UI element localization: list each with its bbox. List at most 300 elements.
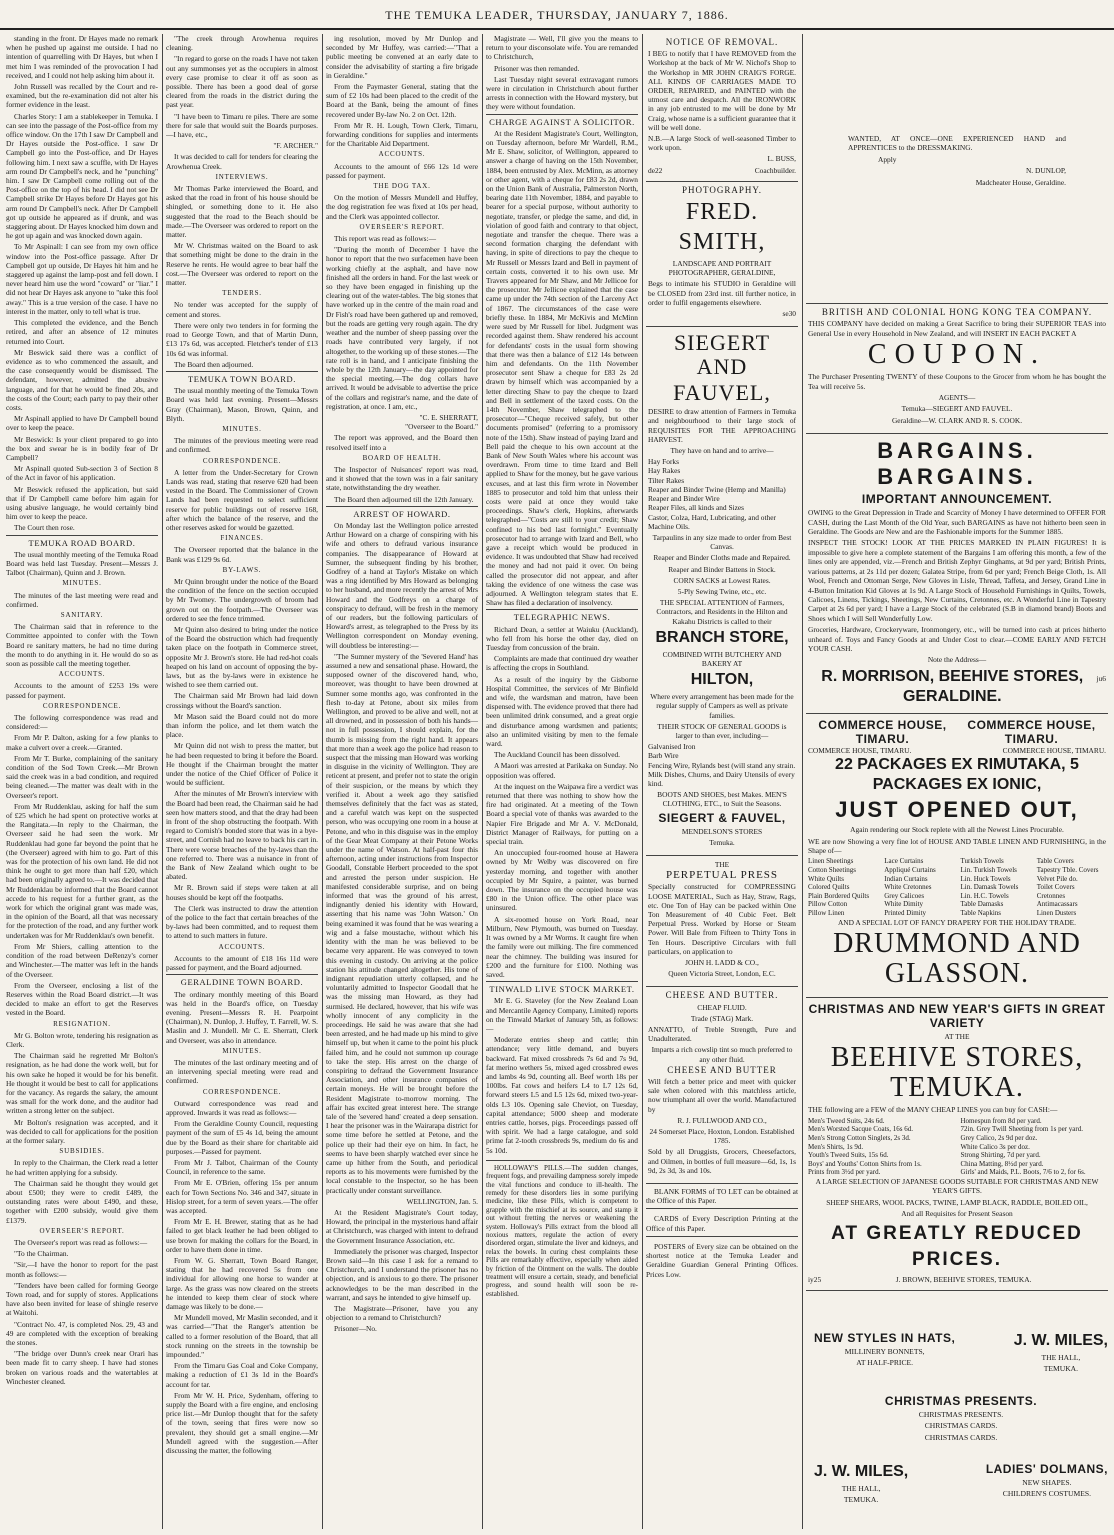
paragraph: Richard Dean, a settler at Waiuku (Auckland), who fell from his horse the other day, died on Tuesday from concussion of the brain. — [486, 624, 638, 652]
paragraph: The Chairman said he thought they would get about £500; they were to credit £489, the outstanding rates were about £490, and these, together with £200 subsidy, would give them £1379. — [6, 1178, 158, 1225]
photo-body: Begs to intimate his STUDIO in Geraldine will be CLOSED from 23rd inst. till further notice, in order to fulfil engagements elsewhere. — [648, 279, 796, 307]
paragraph: From Mr R. H. Lough, Town Clerk, Timaru, forwarding conditions for supplies and interments for the Charitable Aid Department. — [326, 120, 478, 149]
removal-notice — [646, 34, 798, 182]
masthead-rule — [0, 28, 1114, 30]
paragraph: Mr Mason said the Board could not do more than inform the police, and let them watch the place. — [166, 711, 318, 740]
photo-sub: LANDSCAPE AND PORTRAIT PHOTOGRAPHER, GERALDINE, — [668, 259, 776, 278]
sf2-name: SIEGERT & FAUVEL, — [658, 810, 786, 825]
column-4 — [486, 34, 638, 1529]
paragraph: Immediately the prisoner was charged, Inspector Brown said—In this case I ask for a remand to Christchurch, and I understand the prisoner has no objection, and is anxious to go there. The prisoner acknowledges to be the man described in the warrant, and says he intended to give himself up. — [326, 1246, 478, 1302]
linen-list-item: Appliqué Curtains — [884, 865, 936, 874]
paragraph: This completed the evidence, and the Bench retired, and after an absence of 12 minutes returned into Court. — [6, 318, 158, 346]
section-subheading: CORRESPONDENCE. — [42, 701, 122, 710]
linen-list-item: Grey Calicoes — [884, 891, 925, 900]
reduced-prices: AT GREATLY REDUCED PRICES. — [831, 1222, 1083, 1270]
paragraph: There were only two tenders in for forming the road to George Town, and that of Martin Dunn, £13 17s 6d, was accepted. Fletcher's tender of £13 10s 6d was informal. — [166, 320, 318, 358]
paragraph: In reply to the Chairman, the Clerk read a letter he had written applying for a subsidy. — [6, 1158, 158, 1177]
section-subheading: RESIGNATION. — [53, 1019, 111, 1028]
wanted-name: N. DUNLOP, — [1025, 166, 1066, 176]
column-3 — [326, 34, 478, 1529]
paragraph: Magistrate — Well, I'll give you the means to return to your disconsolate wife. You are remanded to Christchurch, — [486, 34, 638, 62]
paragraph: "Contract No. 47, is completed Nos. 29, 43 and 49 are completed with the exception of breaking the stones. — [6, 1319, 158, 1348]
section-subheading: ACCOUNTS. — [58, 670, 106, 679]
bargains-advert — [806, 434, 1108, 714]
linen-list-item: Colored Quilts — [808, 883, 850, 892]
paragraph: Mr E. G. Staveley (for the New Zealand Loan and Mercantile Agency Company, Limited) reports on the Tinwald Market of January 5th, as follows:— — [486, 996, 638, 1033]
paragraph: From the Overseer, enclosing a list of the Reserves within the Road Board district.—It was decided to make an effort to get the Reserves vested in the Board. — [6, 980, 158, 1018]
paragraph: "In regard to gorse on the roads I have not taken out any summonses yet as the occupiers in almost every case promise to clear it off as soon as possible. There has been a good deal of gorse cleared from the roads in the district during the past year. — [166, 54, 318, 110]
paragraph: It was decided to call for tenders for clearing the Arowhenua Creek. — [166, 152, 318, 171]
paragraph: Mr Beswick refused the application, but said that if Dr Campbell came before him again for using abusive language, he would certainly bind him over to keep the peace. — [6, 484, 158, 522]
sf2-town: Temuka. — [709, 837, 735, 847]
cheese-body: Will fetch a better price and meet with quicker sale when colored with this matchless article, now triumphant all over the world. Manufactured by — [648, 1077, 796, 1114]
paragraph: At the Resident Magistrate's Court today, Howard, the principal in the mysterious hand affair at Christchurch, was charged with intent to defraud the Government Insurance Association, etc. — [326, 1207, 478, 1245]
article-heading: GERALDINE TOWN BOARD. — [166, 974, 318, 987]
maker-sold: Sold by all Druggists, Grocers, Cheesefactors, and Oilmen, in bottles of full measure—6d, 1s, 1s 9d, 2s 3d, 3s and 10s. — [648, 1147, 796, 1175]
linen-list-item: White Dimity — [884, 900, 923, 909]
section-subheading: THE DOG TAX. — [373, 182, 431, 191]
linen-list-item: Table Damasks — [960, 900, 1004, 909]
linen-list-item: Lin. Damask Towels — [960, 883, 1019, 892]
the-hall: THE HALL, — [1041, 1352, 1081, 1362]
fancy-drapery: AND A SPECIAL LOT OF FANCY DRAPERY FOR THE HOLIDAY TRADE. — [837, 917, 1077, 927]
paragraph: Mr Beswick said there was a conflict of evidence as to who commenced the assault, and the case consequently would be dismissed. The defendant, however, admitted the abusive language, and for that he would be fined 20s, and the costs of the Court; each party to pay their other costs. — [6, 347, 158, 412]
branch-sub: COMBINED WITH BUTCHERY AND BAKERY AT — [662, 649, 782, 668]
article-heading: TELEGRAPHIC NEWS. — [486, 609, 638, 622]
perpetual-press-advert — [646, 856, 798, 987]
linen-list — [808, 857, 1106, 917]
paragraph: Mr Bolton's resignation was accepted, and it was decided to call for applications for the position at the former salary. — [6, 1117, 158, 1145]
christmas-gifts: CHRISTMAS AND NEW YEAR'S GIFTS IN GREAT VARIETY — [808, 1001, 1106, 1030]
stock-list: Galvanised Iron Barb Wire Fencing Wire, Rylands best (will stand any strain. Milk Dishes, Churns, and Dairy Utensils of every kind. — [648, 742, 796, 788]
paragraph: Complaints are made that continued dry weather is affecting the crops in Southland. — [486, 654, 638, 673]
linen-list-item: Cotton Sheetings — [808, 865, 857, 874]
paragraph: "Sir,—I have the honor to report for the past month as follows:— — [6, 1260, 158, 1279]
temuka: TEMUKA. — [1043, 1364, 1079, 1374]
paragraph: "During the month of December I have the honor to report that the two surfacemen have been working chiefly at the asphalt, and have now finished all the orders in hand. For the last week or so they have been engaged in finishing up the clearing out of the water-tables. The big stones that have worked up in the centre of the main road and Dr Fish's road have been gathered up and removed, but the roads are getting very rough again. The dry weather and the number of sheep passing over the roads have contributed very largely, if not altogether, to the working up of these stones.—The rate roll is in hand, and I anticipate finishing the whole by the 12th January—the day appointed for the special meeting.—The dog collars have arrived. It would be advisable to advertise the price of the collars and registrar's name, and the date of registration, at once. I am, etc., — [326, 245, 478, 411]
paragraph: John Russell was recalled by the Court and re-examined, but the re-examination did not alter his former evidence in the least. — [6, 82, 158, 110]
commerce-house-left: COMMERCE HOUSE, TIMARU. — [818, 717, 947, 746]
section-subheading: ACCOUNTS. — [218, 942, 266, 951]
agents-geraldine: Geraldine—W. CLARK AND R. S. COOK. — [891, 415, 1023, 425]
miles-name: J. W. MILES, — [1013, 1331, 1108, 1349]
paragraph: The Magistrate—Prisoner, have you any objection to a remand to Christchurch? — [326, 1304, 478, 1323]
cheap-line-item: White Calico 3s per doz. — [960, 1142, 1030, 1151]
section-subheading: OVERSEER'S REPORT. — [359, 222, 445, 231]
miles-advert-bottom — [806, 1452, 1108, 1517]
cards-2: CHRISTMAS CARDS. — [924, 1432, 998, 1442]
section-subheading: SUBSIDIES. — [59, 1147, 105, 1156]
paragraph: The usual monthly meeting of the Temuka Road Board was held last Tuesday. Present—Messrs J. Talbot (Chairman), Quinn and J. Brown. — [6, 549, 158, 578]
paragraph: The Auckland Council has been dissolved. — [494, 750, 621, 760]
groceries: Groceries, Hardware, Crockeryware, Ironmongery, etc., will be turned into cash at prices hitherto unheard of. Toys and Fancy Goods at and Under Cost to clear.—COME EARLY AND FETCH YOUR CASH. — [808, 625, 1106, 653]
maker-address: 24 Somerset Place, Hoxton, London. Established 1785. — [649, 1127, 795, 1146]
paragraph: The Overseer's report was read as follows:— — [14, 1237, 148, 1247]
cheese-butter-advert — [646, 987, 798, 1184]
annatto: ANNATTO, of Treble Strength, Pure and Unadulterated. — [648, 1025, 796, 1044]
cheap-line-item: Men's Tweed Suits, 24s 6d. — [808, 1116, 885, 1125]
paragraph: The Chairman said Mr Brown had laid down crossings without the Board's sanction. — [166, 691, 318, 710]
paragraph: The minutes of the last meeting were read and confirmed. — [6, 590, 158, 609]
article-heading: CHARGE AGAINST A SOLICITOR. — [486, 114, 638, 127]
paragraph: The minutes of the last ordinary meeting and of an intervening special meeting were read and confirmed. — [166, 1057, 318, 1086]
cheap-line-item: 72in. Grey Twill Sheeting from 1s per yard. — [960, 1125, 1083, 1134]
removal-code: de22 — [648, 165, 663, 175]
sf-cloths: Reaper and Binder Cloths made and Repaired. — [653, 553, 791, 563]
paragraph: Mr W. Christmas waited on the Board to ask that something might be done to the drain in the Reserve he rents. He would agree to bear half the cost.—The Overseer was ordered to report on the matter. — [166, 241, 318, 288]
paragraph: After the minutes of Mr Brown's interview with the Board had been read, the Chairman said he had seen how matters stood, and that the dray had been in front of the shop obstructing the footpath. With regard to Cornish's bonded store that was in a bye-street, and Cornish had no leave to back his cart in. There were worse breaches of the by-laws than the one referred to. There was a nuisance in front of the Bank of New Zealand which ought to be abated. — [166, 789, 318, 882]
column-divider — [642, 34, 643, 1529]
paragraph: Accounts to the amount of £18 16s 11d were passed for payment, and the Board adjourned. — [166, 953, 318, 973]
paragraph: From Mr P. Dalton, asking for a few planks to make a culvert over a creek.—Granted. — [6, 733, 158, 752]
paragraph: Mr Beswick: Is your client prepared to go into the box and swear he is in bodily fear of Dr Campbell? — [6, 434, 158, 462]
section-subheading: BY-LAWS. — [222, 565, 262, 574]
section-subheading: BOARD OF HEALTH. — [362, 453, 442, 462]
cheap-line-item: Boys' and Youths' Cotton Shirts from 1s. — [808, 1159, 922, 1168]
section-subheading: MINUTES. — [222, 424, 262, 433]
sf2-sub: MENDELSON'S STORES — [681, 826, 763, 836]
paragraph: Charles Story: I am a stablekeeper in Temuka. I can see into the passage of the Post-office from my office window. On the 17th I saw Dr Campbell and Dr Hayes outside the Post-office. I saw Dr Campbell go into the Post-office, and Dr Hayes following him. I next saw a scuffle, with Dr Hayes arm round Dr Campbell's neck, and he "punching" him. I saw Dr Campbell come rolling out of the Post-office on the top of his head. I did not see Dr Campbell strike Dr Hayes before Dr Hayes got his arm round Dr Campbell's neck. After Dr Campbell got up outside he appeared as if drunk, and was staggering about. Dr Hayes knocked him down and he got up again and was knocked down again. — [6, 111, 158, 241]
tea-body: THIS COMPANY have decided on making a Great Sacrifice to bring their SUPERIOR TEAS into General Use in every Household in New Zealand, and will INSERT IN EACH PACKET A — [808, 319, 1106, 338]
paragraph: No tender was accepted for the supply of cement and stores. — [166, 300, 318, 319]
trade-mark: Trade (STAG) Mark. — [690, 1013, 754, 1023]
section-subheading: ACCOUNTS. — [378, 150, 426, 159]
commerce-house-small-right: COMMERCE HOUSE, TIMARU. — [1002, 745, 1106, 755]
paragraph: The Chairman said that in reference to the Committee appointed to confer with the Town Board re sanitary matters, he had no time during the month to do anything in it. He would do so as soon as possible call the meeting together. — [6, 622, 158, 668]
cheese-heading-2: CHEESE AND BUTTER — [667, 1064, 777, 1075]
removal-title: NOTICE OF REMOVAL. — [665, 37, 779, 47]
paragraph: The ordinary monthly meeting of this Board was held in the Board's office, on Tuesday evening. Present—Messrs R. H. Pearpoint (Chairman), N. Dunlop, J. Huffey, T. Farrell, W. S. Maslin and J. Mundell. Mr C. E. Sherratt, Clerk and Overseer, was also in attendance. — [166, 989, 318, 1045]
paragraph: An unoccupied four-roomed house at Hawera owned by Mr Welby was discovered on fire yesterday morning, and together with another occupied by Mr Squire, a painter, was burned down. The insurance on the occupied house was £80 in the Union office. The other place was uninsured. — [486, 848, 638, 913]
hilton-body: Where every arrangement has been made for the regular supply of Campers as well as private families. — [650, 692, 794, 720]
column-6-adverts — [806, 34, 1108, 1529]
removal-trade: Coachbuilder. — [754, 165, 796, 175]
linen-list-item: Indian Curtains — [884, 874, 928, 883]
commerce-house-advert — [806, 714, 1108, 998]
packages-line: 22 PACKAGES EX RIMUTAKA, 5 PACKAGES EX IONIC, — [835, 756, 1079, 794]
paragraph: Last Tuesday night several extravagant rumors were in circulation in Christchurch about further arrests in connection with the Howard mystery, but they were without foundation. — [486, 74, 638, 112]
linen-list-item: Plain Bordered Quilts — [808, 891, 870, 900]
linen-list-item: Printed Dimity — [884, 908, 927, 917]
masthead: THE TEMUKA LEADER, THURSDAY, JANUARY 7, 1886. — [385, 8, 729, 22]
linen-list-item: Antimacassars — [1036, 900, 1078, 909]
press-body: Specially constructed for COMPRESSING LOOSE MATERIAL, Such as Hay, Straw, Rags, etc. One Ton of Hay can be packed within One Ton Measurement of 40 Cubic Feet. Belt Perpetual Press. Worked by Horse or Steam Power. Will Bale from Fifteen to Thirty Tons in Ten Hours. Descriptive Circulars with full particulars, on application to — [648, 882, 796, 956]
section-subheading: TENDERS. — [222, 289, 262, 298]
sf-list: Hay Forks Hay Rakes Tilter Rakes Reaper and Binder Twine (Hemp and Manilla) Reaper and Binder Wire Reaper Files, all kinds and Sizes Castor, Colza, Hard, Lubricating, and other Machine Oils. — [648, 457, 786, 531]
paragraph: Mr Mundell moved, Mr Maslin seconded, and it was carried—"That the Ranger's attention be called to a former resolution of the Board, that all stock running on the streets in the township be impounded." — [166, 1313, 318, 1360]
paragraph: The following correspondence was read and considered:— — [6, 713, 158, 732]
coupon-title: COUPON. — [867, 339, 1047, 371]
cards-1: CHRISTMAS CARDS. — [924, 1421, 998, 1431]
bonnets: MILLINERY BONNETS, — [844, 1346, 925, 1356]
sf-tarpaulins: Tarpaulins in any size made to order from Best Canvas. — [652, 532, 792, 552]
dateline: WELLINGTON, Jan. 5. — [406, 1196, 478, 1206]
paragraph: From Mr E. H. Brewer, stating that as he had failed to get black leather he had been obliged to use brown for making the collars for the Board, in order to have them done in time. — [166, 1217, 318, 1254]
paragraph: Mr Quinn did not wish to press the matter, but he had been requested to bring it before the Board. He thought if the Chairman brought the matter under the notice of the Chief Officer of Police it would be sufficient. — [166, 741, 318, 788]
dressmaking-advert — [806, 34, 1108, 304]
press-title: PERPETUAL PRESS — [665, 869, 779, 882]
linen-list-item: Pillow Cotton — [808, 900, 848, 909]
cheese-sub: CHEAP FLUID. — [697, 1002, 747, 1012]
column-divider — [162, 34, 163, 1529]
paragraph: From Mr T. Burke, complaining of the sanitary condition of the Sod Town Creek.—Mr Brown said the creek was in a bad condition, and required being cleaned.—The matter was dealt with in the Overseer's report. — [6, 753, 158, 800]
article-heading: TINWALD LIVE STOCK MARKET. — [486, 981, 638, 994]
paragraph: Outward correspondence was read and approved. Inwards it was read as follows:— — [166, 1098, 318, 1117]
signature: "F. ARCHER." — [273, 141, 318, 151]
linen-list-item: Lace Curtains — [884, 857, 924, 866]
paragraph: The Inspector of Nuisances' report was read, and it showed that the town was in a fair sanitary state, notwithstanding the dry weather. — [326, 464, 478, 493]
press-agent: JOHN H. LADD & CO., — [685, 958, 759, 968]
paragraph: The report was approved, and the Board then resolved itself into a — [326, 433, 478, 452]
presents-2: CHRISTMAS PRESENTS. — [918, 1409, 1004, 1419]
paragraph: Prisoner was then remanded. — [494, 63, 580, 73]
section-subheading: INTERVIEWS. — [215, 172, 269, 181]
beehive-stores-advert — [806, 998, 1108, 1291]
column-divider — [322, 34, 323, 1529]
bargains-body: OWING to the Great Depression in Trade and Scarcity of Money I have determined to OFFER FOR CASH, during the Last Month of the Old Year, such BARGAINS as have not hitherto been seen in Geraldine. The Goods are New and are the Fashionable imports for the Summer 1885. — [808, 508, 1106, 537]
new-shapes: NEW SHAPES. — [1022, 1477, 1072, 1487]
cheap-lines-intro: THE following are a FEW of the MANY CHEAP LINES you can buy for CASH:— — [808, 1105, 1058, 1115]
photo-name: FRED. SMITH, — [678, 199, 766, 256]
paragraph: Mr Thomas Parke interviewed the Board, and asked that the road in front of his house should be shingled, or something done to it. He also suggested that the road to the Beach should be made.—The Overseer was ordered to report on the matter. — [166, 184, 318, 240]
costumes: CHILDREN'S COSTUMES. — [1002, 1489, 1092, 1499]
paragraph: The usual monthly meeting of the Temuka Town Board was held last evening. Present—Messrs Gray (Chairman), Mason, Brown, Quinn, and Blyth. — [166, 386, 318, 423]
paragraph: "The Sumner mystery of the 'Severed Hand' has assumed a new and sensational phase. Howard, the supposed owner of the discovered hand, who, moreover, was thought to have been drowned at Sumner some months ago, was confronted in the flesh to-day at Petone, about six miles from Wellington, and proved to be alive and well, not at all drowned, and in possession of both his hands—not in full possession, I should explain, for the thumb is missing from the right hand. It appears that more than a week ago the police had reason to suspect that the missing man Howard was working in disguise in the vicinity of Wellington. They are reticent at present, and prefer not to state the origin of their suspicion, or the means by which they verified it. About a week ago they satisfied themselves definitely that the fact was as stated, and a careful watch was kept on the suspected person, who was occupying one room in a house at Petone, and who in this disguise was in the employ of the Gear Meat Company at their Petone Works under the name of Watson. At half-past four this afternoon, acting under instructions from Inspector Goodall, Constable Herbert proceeded to the spot and arrested the person under suspicion. He manifested considerable surprise, and on being informed that was the ground of his arrest, indignantly denied his identity with Howard, asserting that his name was 'John Watson.' On being examined it was found that he was wearing a wig and a false moustache, without which his identity with the man he was believed to be became very apparent. He was conveyed to town this evening in custody. On arriving at the police station his attitude changed altogether. His tone of indignant repudiation utterly collapsed, and he voluntarily admitted to Inspector Goodall that he was the missing man Howard, as they had surmised. He declared, however, that his wife was wholly innocent of any complicity in the proceedings. He said he was aware that she had been arrested, and he had made up his mind to give himself up, but when it came to the point his pluck failed him, and he could not summon up courage to take the step. His arrest on the charge of conspiring to defraud the Government Insurance Association, and other insurance companies of certain moneys. He will be brought before the Resident Magistrate to-morrow morning. The affair has excited great interest here. The strange tale of the 'severed hand' created a deep sensation. I hear the prisoner was in the Wairarapa district for some time before he settled at Petone, and the police up their had their eye on him. In fact, he seems to have been sharply watched ever since he came up hither from the South, and periodical reports as to his movements were furnished by the local constable to the Inspector, so he has been practically under constant surveillance. — [326, 651, 478, 1195]
paragraph: "To the Chairman. — [14, 1249, 69, 1259]
christmas-presents — [806, 1386, 1108, 1452]
brown-code: iy25 — [808, 1274, 822, 1284]
wanted-apply: Apply — [878, 154, 897, 164]
wanted-body: WANTED, AT ONCE—ONE EXPERIENCED HAND and APPRENTICES to the DRESSMAKING. — [848, 134, 1066, 153]
paragraph: Accounts to the amount of £66 12s 1d were passed for payment. — [326, 161, 478, 180]
hilton: HILTON, — [690, 671, 754, 689]
presents-1: CHRISTMAS PRESENTS. — [884, 1393, 1038, 1408]
linen-list-item: Lin. H.C. Towels — [960, 891, 1009, 900]
paragraph: From the Paymaster General, stating that the sum of £2 10s had been placed to the credit of the Board at the Bank, being the amount of fines recovered under By-law No. 2 on Oct. 12th. — [326, 82, 478, 119]
special-attention: THE SPECIAL ATTENTION of Farmers, Contractors, and Residents in the Hilton and Kakahu Districts is called to their — [656, 598, 788, 626]
cheap-line-item: Grey Calico, 2s 9d per doz. — [960, 1133, 1038, 1142]
signature: "C. E. SHERRATT, "Overseer to the Board." — [405, 412, 478, 432]
photo-heading: PHOTOGRAPHY. — [682, 184, 762, 195]
paragraph: "The creek through Arowhenua requires cleaning. — [166, 34, 318, 53]
dolmans: LADIES' DOLMANS, — [985, 1461, 1108, 1476]
agents-temuka: Temuka—SIEGERT AND FAUVEL. — [901, 404, 1013, 414]
tea-company-advert — [806, 304, 1108, 434]
now-showing: WE are now Showing a very fine lot of HOUSE AND TABLE LINEN AND FURNISHING, in the Shape of— — [808, 836, 1106, 855]
cheap-line-item: China Matting, 8½d per yard. — [960, 1159, 1044, 1168]
paragraph: From Mr E. O'Brien, offering 15s per annum each for Town Sections No. 346 and 347, situate in Hislop street, for a term of seven years.—The offer was accepted. — [166, 1178, 318, 1215]
article-heading: TEMUKA TOWN BOARD. — [166, 371, 318, 384]
paragraph: standing in the front. Dr Hayes made no remark when he pushed up against me outside. I had no intention of quarrelling with Dr Hayes, but when I met him I was reminded of the provocation I had received, and I could not help asking him about it. — [6, 34, 158, 80]
paragraph: At the Resident Magistrate's Court, Wellington, on Tuesday afternoon, before Mr Wardell, R.M., Mr E. Shaw, solicitor, of Wellington, appeared to answer a charge of having on the 15th November, 1884, been entrusted by Alex. McMinn, as attorney or other agent, with a cheque for £83 2s 2d, drawn on the Union Bank of Australia, Palmerston North, bearing date 11th November, 1884, and payable to bearer for a special purpose, without authority to negotiate, transfer, or pledge the same, and did, in violation of good faith and contrary to that object, negotiate and transfer the cheque. There was a second formation charging the defendant with having, in spite of directions to pay the cheque to Mr Russell or Messrs Izard and Bell in payment of certain costs, converted it to his own use. Mr Travers appeared for Mr Shaw, and Mr Jellicoe for the prosecutor. Mr Jellicoe explained that the case came up under the 74th section of the Larceny Act of 1867. The circumstances of the case were briefly these. In 1884, Mr McKivis and McMinn were sued by Mr Russell for libel. Judgment was recorded against them. Shaw rendered his account for defendants' costs in the usual form showing that there was then a balance of £12 14s between him and defendants. On the 11th November prosecutor sent Shaw a cheque for £83 2s 2d drawn by himself which was accompanied by a letter directing Shaw to pay the cheque to Izard and Bell in settlement of the taxed costs. On the 14th November, Shaw telegraphed to the prosecutor—"Cheque received safely, but other documents promised" (referring to a promissory note of the 15th). Shaw instead of paying Izard and Bell paid the cheque to his own account at the Bank of New South Wales where his account was overdrawn. From time to time Izard and Bell applied to Shaw for the money, but he gave various excuses, and at last this firm wrote in November 1885 to prosecutor and told him that unless their costs were paid at once they would take proceedings. Shaw's clerk, Hopkins, afterwards telegraphed—"Costs are still to your credit; Shaw confined to his bed last fortnight." Eventually prosecutor had to arrange with Izard and Bell, who gave a receipt which would be produced in evidence. It was undoubted that Shaw had received the money and had not paid it over. On being called the prosecutor did not appear, and after taking the evidence of one witness the case was adjourned. A Wellington telegram states that E. Shaw has filed a declaration of insolvency. — [486, 128, 638, 608]
section-subheading: CORRESPONDENCE. — [202, 1087, 282, 1096]
linen-list-item: Linen Dusters — [1036, 908, 1077, 917]
linen-list-item: Velvet Pile do. — [1036, 874, 1078, 883]
cheap-line-item: Homespun from 8d per yard. — [960, 1116, 1042, 1125]
paragraph: This report was read as follows:— — [334, 234, 437, 244]
removal-body: I BEG to notify that I have REMOVED from the Workshop at the back of Mr W. Nichol's Shop to the Workshop in MR JOHN CRAIG'S FORGE. ALL KINDS OF CARRIAGES MADE TO ORDER, REPAIRED, and PAINTED with the utmost care and despatch. All the IRONWORK in any job entrusted to me will be done by Mr Craig, whose name is a sufficient guarantee that it will be well done. — [648, 49, 796, 132]
brown-beehive: J. BROWN, BEEHIVE STORES, TEMUKA. — [895, 1274, 1032, 1284]
cheap-lines-list — [808, 1117, 1106, 1177]
maker: R. J. FULLWOOD AND CO., — [677, 1115, 767, 1125]
beehive-stores: BEEHIVE STORES, TEMUKA. — [830, 1042, 1084, 1104]
siegert-fauvel-advert — [646, 327, 798, 856]
inspect-stock: INSPECT THE STOCK! LOOK AT THE PRICES MARKED IN PLAIN FIGURES! It is impossible to give here a complete statement of the Bargains I am offering this month, a few of the lines only are appended, viz.—French and British Zephyr Ginghams, at 9d per yard; British Prints, various patterns, at 2s 11d per dozen; Galatea Stripe, from 6d per yard; French Beige Cloth, 1s. All Wool, French and Ottoman Serge, New Gloves in Lisle, Thread, Taffeta, and Jersey, Grand Line in 4-Button Imitation Kid Gloves at 1s 9d. A Large Stock of Household Furnishings in Quilts, Towels, Calicoes, Linens, Tickings, Sheetings, New Curtains, Cretonnes, etc. A Wonderful Line in Tapestry Carpet at 2s 6d per yard; I have a Large Stock of the celebrated (S.B in diamond brand) Boots and Shoes which I will Sell Wonderfully Low. — [808, 538, 1106, 623]
paragraph: On the motion of Messrs Mundell and Huffey, the dog registration fee was fixed at 10s per head, and the Clerk was appointed collector. — [326, 193, 478, 221]
paragraph: At the inquest on the Waipawa fire a verdict was returned that there was nothing to show how the fire had originated. At a meeting of the Town Board a special vote of thanks was awarded to the Napier Fire Brigade and Mr A. V. McDonald, District Manager of Railways, for putting on a special train. — [486, 781, 638, 847]
paragraph: From Mr W. H. Price, Sydenham, offering to supply the Board with a fire engine, and enclosing price list.—Mr Dunlop thought that for the safety of the town, seeing that fires were now so prevalent, they should get a small engine.—Mr Mundell agreed with the suggestion.—After discussing the matter, the following — [166, 1390, 318, 1456]
linen-list-item: Linen Sheetings — [808, 857, 854, 866]
sheep-shears: SHEEP SHEARS, WOOL PACKS, TWINE, LAMP BLACK, RADDLE, BOILED OIL, — [826, 1197, 1088, 1207]
paragraph: The Board then adjourned till the 12th January. — [334, 494, 474, 504]
paragraph: The Board then adjourned. — [174, 359, 254, 369]
linen-list-item: Lin. Turkish Towels — [960, 865, 1017, 874]
sf-body: DESIRE to draw attention of Farmers in Temuka and neighbourhood to their large stock of REQUISITES FOR THE APPROACHING HARVEST. — [648, 407, 796, 444]
paragraph: Mr R. Brown said if steps were taken at all houses should be kept off the footpaths. — [166, 883, 318, 902]
agents-label: AGENTS— — [938, 393, 976, 403]
branch-store: BRANCH STORE, — [655, 628, 789, 646]
paragraph: Mr Quinn brought under the notice of the Board the condition of the fence on the section occupied by Mr Twomey. The undergrowth of broom had grown out on the footpath.—The Overseer was ordered to see the fence trimmed. — [166, 576, 318, 623]
paragraph: ing resolution, moved by Mr Dunlop and seconded by Mr Huffey, was carried:—"That a public meeting be convened at an early date to consider the advisability of starting a fire brigade in Geraldine." — [326, 34, 478, 80]
removal-nb: N.B.—A large Stock of well-seasoned Timber to work upon. — [648, 134, 796, 153]
paragraph: From the Timaru Gas Coal and Coke Company, making a reduction of £1 3s 1d in the Board's account for tar. — [166, 1361, 318, 1389]
photography-advert — [646, 182, 798, 327]
commerce-house-small-left: COMMERCE HOUSE, TIMARU. — [808, 745, 912, 755]
annatto-tint: Imparts a rich cowslip tint so much preferred to any other fluid. — [651, 1045, 793, 1064]
column-2 — [166, 34, 318, 1529]
corn-sacks: CORN SACKS at Lowest Rates. — [673, 575, 771, 585]
paragraph: From Mr Shiers, calling attention to the condition of the road between DeRenzy's corner and Winchester.—The matter was left in the hands of the Overseer. — [6, 941, 158, 979]
paragraph: Mr Aspinall quoted Sub-section 3 of Section 8 of the Act in favor of his application. — [6, 464, 158, 483]
linen-list-item: Cretonnes — [1036, 891, 1066, 900]
holloway-advert: HOLLOWAY'S PILLS.—The sudden changes, frequent fogs, and prevailing dampness sorely impede the vital functions and conduce to ill-health. The remedy for these disorders lies in some purifying medicine, like these Pills, which is competent to grapple with the mischief at its source, and stamp it out without fretting the nerves or weakening the system. Holloway's Pills extract from the blood all noxious matters, regulate the action of every disordered organ, stimulate the liver and kidneys, and relax the bowels. In curing chest complaints these Pills are remarkably effective, especially when aided by friction of the Ointment on the walls. The double treatment will ensure a certain, steady, and beneficial progress, and sound health will soon be re-established. — [486, 1160, 638, 1299]
cheese-heading: CHEESE AND BUTTER. — [665, 990, 779, 1001]
paragraph: The minutes of the previous meeting were read and confirmed. — [166, 436, 318, 455]
linen-list-item: White Cretonnes — [884, 883, 932, 892]
paragraph: Mr G. Bolton wrote, tendering his resignation as Clerk. — [6, 1030, 158, 1049]
miles-advert-top — [806, 1291, 1108, 1386]
linen-list-item: White Quilts — [808, 874, 844, 883]
section-subheading: MINUTES. — [62, 579, 102, 588]
cards-printing: CARDS of Every Description Printing at the Office of this Paper. — [646, 1211, 798, 1236]
section-subheading: OVERSEER'S REPORT. — [39, 1226, 125, 1235]
column-divider — [802, 34, 803, 1529]
linen-list-item: Lin. Huck Towels — [960, 874, 1011, 883]
column-divider — [482, 34, 483, 1529]
paragraph: "The bridge over Dunn's creek near Orari has been made fit to carry sheep. I have had stones broken on various roads and the watertables at Winchester cleaned. — [6, 1349, 158, 1386]
again-rendering: Again rendering our Stock replete with all the Newest Lines Procurable. — [850, 825, 1064, 835]
section-subheading: CORRESPONDENCE. — [202, 456, 282, 465]
temuka-2: TEMUKA. — [843, 1495, 879, 1505]
morrison-beehive: R. MORRISON, BEEHIVE STORES, GERALDINE. — [821, 667, 1084, 705]
paragraph: On Monday last the Wellington police arrested Arthur Howard on a charge of conspiring with his wife and others to defraud various insurance companies. The disappearance of Howard at Sumner, the subsequent finding by his brother, Godfrey of a hand at Taylor's Mistake on which was a ring identified by Mrs Howard as belonging to her husband, and more recently the arrest of Mrs Howard and the Godfreys on a charge of conspiracy to defraud, will be fresh in the memory of our readers, but the following particulars of Howard's arrest, as telegraphed to the Press by its Wellington correspondent on Monday evening, will doubtless be interesting:— — [326, 520, 478, 650]
linen-list-item: Turkish Towels — [960, 857, 1004, 866]
sheep-requisites: And all Requisites for Present Season — [901, 1209, 1013, 1219]
sf-list-intro: They have on hand and to arrive— — [670, 446, 774, 456]
paragraph: From the Geraldine County Council, requesting payment of the sum of £5 4s 1d, being the amount due by the Board as their share for charitable aid purposes.—Passed for payment. — [166, 1119, 318, 1156]
paragraph: A Maori was arrested at Parikaka on Sunday. No opposition was offered. — [486, 761, 638, 780]
paragraph: Moderate entries sheep and cattle; thin attendance; very little demand, and buyers backward. Fat mixed crossbreds 7s 6d and 7s 9d, fat merino wethers 5s, mixed aged crossbred ewes and lambs 4s 9d, counting all. Beef worth 18s per 100lbs. Fat cows and heifers L4 to L7 12s 6d, forward steers L5 and L5 12s 6d, mixed two-year-olds L3 10s. Opening sale Cheviot, on Tuesday, capital attendance; 5000 sheep and moderate entries cattle, horses, pigs. Proceedings passed off with spirit. We had a large catalogue, and sold prime fat 2-tooth crossbreds 9s, medium do 6s and 5s 10d. — [486, 1035, 638, 1155]
sf-name-2: FAUVEL, — [673, 380, 771, 406]
article-heading: ARREST OF HOWARD. — [326, 506, 478, 519]
column-5-adverts — [646, 34, 798, 1529]
section-subheading: MINUTES. — [222, 1046, 262, 1055]
the-hall-2: THE HALL, — [841, 1483, 881, 1493]
section-subheading: FINANCES. — [220, 534, 264, 543]
commerce-house-right: COMMERCE HOUSE, TIMARU. — [967, 717, 1096, 746]
drummond-glasson: DRUMMOND AND GLASSON. — [833, 927, 1081, 989]
linen-list-item: Tapestry Tble. Covers — [1036, 865, 1099, 874]
miles-name-2: J. W. MILES, — [814, 1462, 909, 1480]
paragraph: To Mr Aspinall: I can see from my own office window into the Post-office passage. After Dr Campbell got up outside, Dr Hayes hit him and he staggered up against the lamp-post and fell down. I never heard him use the word "coward" or "liar." I did not hear Dr Hayes ask anyone to "take this fool away." This is a true version of the case. I have no interest in the matter, only to tell what is true. — [6, 242, 158, 316]
paragraph: A letter from the Under-Secretary for Crown Lands was read, stating that reserve 620 had been vested in the Board. The Commissioner of Crown Lands had been requested to select sufficient reserve for public buildings out of reserve 168, after which the balance of the reserve, and the other reserves asked for would be gazetted. — [166, 467, 318, 532]
linen-list-item: Table Covers — [1036, 857, 1074, 866]
cheap-line-item: Youth's Tweed Suits, 15s 6d. — [808, 1151, 889, 1160]
posters-printing: POSTERS of Every size can be obtained on the shortest notice at the Temuka Leader and Geraldine Guardian General Printing Offices. Prices Low. — [646, 1241, 798, 1279]
blank-forms: BLANK FORMS of TO LET can be obtained at the Office of this Paper. — [646, 1184, 798, 1209]
paragraph: The Overseer reported that the balance in the Bank was £129 9s 6d. — [166, 545, 318, 564]
linen-list-item: Pillow Linen — [808, 908, 845, 917]
important-announcement: IMPORTANT ANNOUNCEMENT. — [861, 492, 1053, 507]
bargains-title: BARGAINS. BARGAINS. — [877, 438, 1037, 490]
cheap-line-item: Men's Worsted Sacque Coats, 16s 6d. — [808, 1125, 913, 1134]
linen-list-item: Toilet Covers — [1036, 883, 1075, 892]
cheap-line-item: Strong Shirting, 7d per yard. — [960, 1151, 1041, 1160]
paragraph: Prisoner—No. — [334, 1324, 377, 1334]
at-the: AT THE — [944, 1031, 970, 1041]
sf-battens: Reaper and Binder Battens in Stock. — [668, 564, 776, 574]
wanted-address: Madcheater House, Geraldine. — [975, 177, 1066, 187]
just-opened-out: JUST OPENED OUT, — [835, 797, 1079, 823]
stock-body: THEIR STOCK OF GENERAL GOODS is larger to than ever, including— — [657, 721, 787, 740]
paragraph: A six-roomed house on York Road, near Milburn, New Plymouth, was burned on Tuesday. It was owned by a Mr Worms. It caught fire when the family were out milking. The fire commenced near the chimney. The building was insured for £200 and the furniture for £100. Nothing was saved. — [486, 914, 638, 979]
boots-shoes: BOOTS AND SHOES, best Makes. MEN'S CLOTHING, ETC., to Suit the Seasons. — [657, 790, 787, 809]
paragraph: As a result of the inquiry by the Gisborne Hospital Committee, the services of Mr Binfield and wife, the wardsman and matron, have been dispensed with. The evidence proved that there had been unlimited drink consumed, and a great orgie and disturbance among wardsmen and patients; also an unlimited visiting by men to the female ward. — [486, 674, 638, 749]
paragraph: The Clerk was instructed to draw the attention of the police to the fact that certain breaches of the by-laws had been committed, and to request them to attend to such matters in future. — [166, 903, 318, 941]
paragraph: The Chairman said he regretted Mr Bolton's resignation, as he had done the work well, but for his own sake he hoped it would be for his benefit. He thought it would be best to call for applications for the vacancy. As regards the salary, the amount was small for the work done, and the auditor had written a strong letter on the subject. — [6, 1051, 158, 1116]
column-1 — [6, 34, 158, 1529]
sewing-twine: 5-Ply Sewing Twine, etc., etc. — [677, 586, 767, 596]
paragraph: "I have been to Timaru re piles. There are some there for sale that would suit the Boards purposes.—I have, etc., — [166, 111, 318, 140]
paragraph: From Mr Ruddenklau, asking for half the sum of £25 which he had spent on protective works at the Rangitata.—In reply to the Chairman, the Overseer said he had seen the work. Mr Ruddenklau had gone far beyond the point that he (the Overseer) agreed with him to go. Part of this was for the protection of his own land. He did not think he ought to get more than half £20, which had been originally agreed to.—It was decided that Mr Ruddenklau be informed that the Board cannot accede to his request for a further grant, as the work for which the original grant was made was, in the opinion of the Board, all that was necessary for the protection of the road, and any further work undertaken was for Mr Ruddenklau's own benefit. — [6, 801, 158, 940]
half-price: AT HALF-PRICE. — [856, 1358, 914, 1368]
section-subheading: SANITARY. — [60, 610, 104, 619]
cheap-line-item: Prints from 3½d per yard. — [808, 1168, 881, 1177]
press-the: THE — [714, 859, 730, 869]
cheap-line-item: Girls' and Maids, P.L. Boots, 7/6 to 2, for 6s. — [960, 1168, 1086, 1177]
morrison-code: ju6 — [1096, 673, 1106, 683]
paragraph: The Court then rose. — [14, 523, 75, 533]
removal-signature: L. BUSS, — [767, 154, 796, 164]
paragraph: From W. G. Sherratt, Town Board Ranger, stating that he had recovered 5s from one individual for allowing one horse to wander at large. As the grass was now cleared on the streets he intended to keep them clear of stock where damage was likely to be done.— — [166, 1255, 318, 1311]
cheap-line-item: Men's Strong Cotton Singlets, 2s 3d. — [808, 1133, 911, 1142]
paragraph: Mr Quinn also desired to bring under the notice of the Board the obstruction which had frequently taken place on the footpath in Commerce street, opposite Mr J. Brown's store. He had red-hot coals heaped on his land on account of opposing the by-laws, but as the by-laws were in existence he wished to see them carried out. — [166, 624, 318, 690]
paragraph: "Tenders have been called for forming George Town road, and for supply of stores. Applications have also been invited for lease of shingle reserve at Waitohi. — [6, 1280, 158, 1318]
photo-code: se30 — [782, 309, 796, 319]
note-address: Note the Address— — [927, 655, 987, 665]
linen-list-item: Table Napkins — [960, 908, 1002, 917]
article-heading: TEMUKA ROAD BOARD. — [6, 535, 158, 548]
tea-heading: BRITISH AND COLONIAL HONG KONG TEA COMPANY. — [821, 307, 1093, 317]
paragraph: From Mr J. Talbot, Chairman of the County Council, in reference to the same. — [166, 1157, 318, 1177]
paragraph: Accounts to the amount of £253 19s were passed for payment. — [6, 681, 158, 700]
cheap-line-item: Men's Shirts, 1s 9d. — [808, 1142, 864, 1151]
japanese-goods: A LARGE SELECTION OF JAPANESE GOODS SUITABLE FOR CHRISTMAS AND NEW YEAR'S GIFTS. — [815, 1176, 1099, 1196]
sf-name-1: SIEGERT AND — [673, 330, 771, 380]
coupon-body: The Purchaser Presenting TWENTY of these Coupons to the Grocer from whom he has bought the Tea will receive 5s. — [808, 372, 1106, 391]
paragraph: Mr Aspinall applied to have Dr Campbell bound over to keep the peace. — [6, 414, 158, 433]
press-address: Queen Victoria Street, London, E.C. — [668, 969, 776, 979]
